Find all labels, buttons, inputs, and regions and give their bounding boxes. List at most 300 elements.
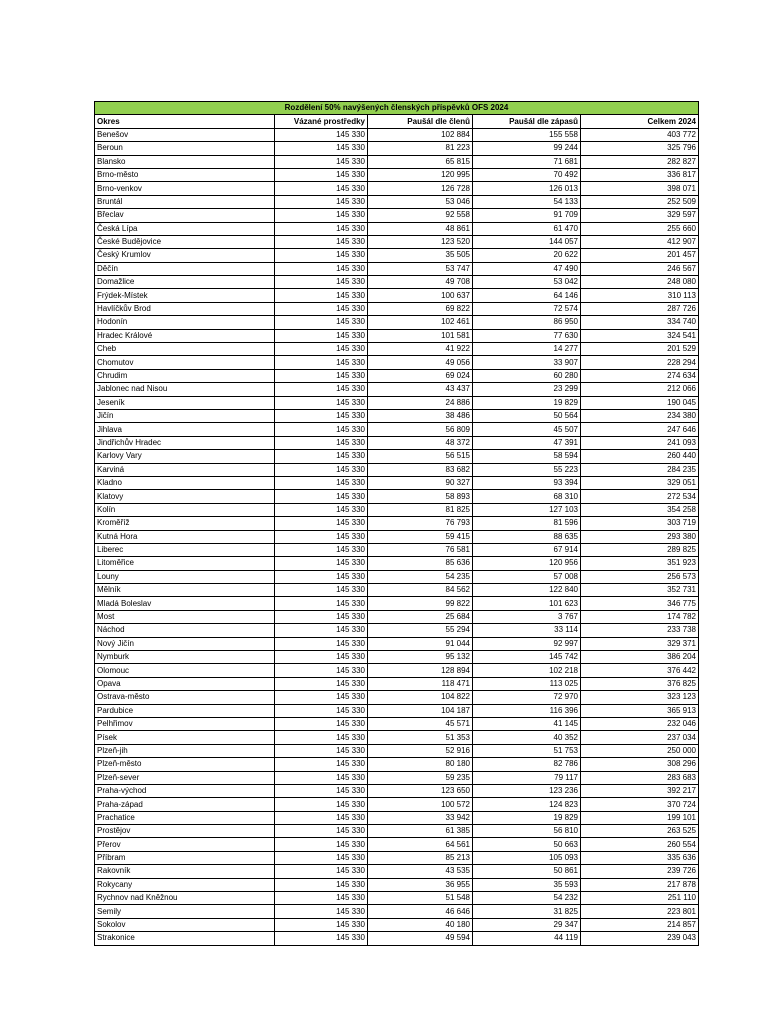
celkem-2024-cell: 398 071	[581, 182, 699, 195]
okres-cell: Blansko	[95, 155, 275, 168]
celkem-2024-cell: 228 294	[581, 356, 699, 369]
okres-cell: Kolín	[95, 503, 275, 516]
celkem-2024-cell: 247 646	[581, 423, 699, 436]
pausal-dle-zapasu-cell: 120 956	[473, 557, 581, 570]
vazane-prostredky-cell: 145 330	[275, 302, 368, 315]
celkem-2024-cell: 233 738	[581, 624, 699, 637]
table-row	[95, 182, 699, 195]
okres-cell: Český Krumlov	[95, 249, 275, 262]
okres-cell: České Budějovice	[95, 235, 275, 248]
table-row	[95, 168, 699, 181]
pausal-dle-zapasu-cell: 3 767	[473, 610, 581, 623]
pausal-dle-clenu-cell: 40 180	[368, 918, 473, 931]
celkem-2024-cell: 325 796	[581, 142, 699, 155]
okres-cell: Most	[95, 610, 275, 623]
okres-cell: Praha-západ	[95, 798, 275, 811]
pausal-dle-clenu-cell: 46 646	[368, 905, 473, 918]
pausal-dle-clenu-cell: 36 955	[368, 878, 473, 891]
celkem-2024-cell: 329 597	[581, 209, 699, 222]
pausal-dle-zapasu-cell: 40 352	[473, 731, 581, 744]
celkem-2024-cell: 239 726	[581, 865, 699, 878]
pausal-dle-clenu-cell: 83 682	[368, 463, 473, 476]
pausal-dle-zapasu-cell: 41 145	[473, 717, 581, 730]
okres-cell: Klatovy	[95, 490, 275, 503]
celkem-2024-cell: 329 371	[581, 637, 699, 650]
table-row	[95, 865, 699, 878]
celkem-2024-cell: 274 634	[581, 369, 699, 382]
table-row	[95, 905, 699, 918]
vazane-prostredky-cell: 145 330	[275, 584, 368, 597]
table-row	[95, 262, 699, 275]
vazane-prostredky-cell: 145 330	[275, 450, 368, 463]
okres-cell: Brno-město	[95, 168, 275, 181]
table-row	[95, 490, 699, 503]
table-row	[95, 610, 699, 623]
celkem-2024-cell: 201 457	[581, 249, 699, 262]
table-row	[95, 624, 699, 637]
okres-cell: Benešov	[95, 128, 275, 141]
pausal-dle-zapasu-cell: 33 114	[473, 624, 581, 637]
pausal-dle-clenu-cell: 80 180	[368, 758, 473, 771]
pausal-dle-clenu-cell: 35 505	[368, 249, 473, 262]
pausal-dle-clenu-cell: 51 353	[368, 731, 473, 744]
pausal-dle-clenu-cell: 59 415	[368, 530, 473, 543]
vazane-prostredky-cell: 145 330	[275, 758, 368, 771]
celkem-2024-cell: 217 878	[581, 878, 699, 891]
vazane-prostredky-cell: 145 330	[275, 369, 368, 382]
celkem-2024-cell: 201 529	[581, 343, 699, 356]
celkem-2024-cell: 352 731	[581, 584, 699, 597]
pausal-dle-clenu-cell: 69 024	[368, 369, 473, 382]
okres-cell: Kutná Hora	[95, 530, 275, 543]
pausal-dle-zapasu-cell: 102 218	[473, 664, 581, 677]
celkem-2024-cell: 365 913	[581, 704, 699, 717]
okres-cell: Brno-venkov	[95, 182, 275, 195]
table-row	[95, 851, 699, 864]
okres-cell: Olomouc	[95, 664, 275, 677]
table-row	[95, 932, 699, 945]
vazane-prostredky-cell: 145 330	[275, 731, 368, 744]
pausal-dle-zapasu-cell: 60 280	[473, 369, 581, 382]
pausal-dle-zapasu-cell: 81 596	[473, 517, 581, 530]
table-row	[95, 543, 699, 556]
pausal-dle-clenu-cell: 85 213	[368, 851, 473, 864]
vazane-prostredky-cell: 145 330	[275, 784, 368, 797]
vazane-prostredky-cell: 145 330	[275, 530, 368, 543]
pausal-dle-clenu-cell: 101 581	[368, 329, 473, 342]
pausal-dle-clenu-cell: 85 636	[368, 557, 473, 570]
vazane-prostredky-cell: 145 330	[275, 704, 368, 717]
pausal-dle-clenu-cell: 65 815	[368, 155, 473, 168]
pausal-dle-zapasu-cell: 126 013	[473, 182, 581, 195]
celkem-2024-cell: 354 258	[581, 503, 699, 516]
celkem-2024-cell: 370 724	[581, 798, 699, 811]
pausal-dle-zapasu-cell: 68 310	[473, 490, 581, 503]
table-row	[95, 637, 699, 650]
vazane-prostredky-cell: 145 330	[275, 651, 368, 664]
pausal-dle-zapasu-cell: 124 823	[473, 798, 581, 811]
celkem-2024-cell: 346 775	[581, 597, 699, 610]
vazane-prostredky-cell: 145 330	[275, 851, 368, 864]
pausal-dle-zapasu-cell: 91 709	[473, 209, 581, 222]
table-row	[95, 717, 699, 730]
okres-cell: Chomutov	[95, 356, 275, 369]
pausal-dle-zapasu-cell: 19 829	[473, 811, 581, 824]
table-row	[95, 289, 699, 302]
celkem-2024-cell: 250 000	[581, 744, 699, 757]
okres-cell: Prostějov	[95, 825, 275, 838]
vazane-prostredky-cell: 145 330	[275, 209, 368, 222]
table-row	[95, 878, 699, 891]
vazane-prostredky-cell: 145 330	[275, 892, 368, 905]
pausal-dle-zapasu-cell: 35 593	[473, 878, 581, 891]
vazane-prostredky-cell: 145 330	[275, 396, 368, 409]
pausal-dle-zapasu-cell: 144 057	[473, 235, 581, 248]
pausal-dle-clenu-cell: 128 894	[368, 664, 473, 677]
table-row	[95, 704, 699, 717]
pausal-dle-zapasu-cell: 99 244	[473, 142, 581, 155]
table-row	[95, 731, 699, 744]
vazane-prostredky-cell: 145 330	[275, 865, 368, 878]
table-row	[95, 409, 699, 422]
pausal-dle-clenu-cell: 84 562	[368, 584, 473, 597]
okres-cell: Nový Jičín	[95, 637, 275, 650]
table-row	[95, 369, 699, 382]
pausal-dle-clenu-cell: 118 471	[368, 677, 473, 690]
pausal-dle-zapasu-cell: 86 950	[473, 316, 581, 329]
vazane-prostredky-cell: 145 330	[275, 557, 368, 570]
okres-cell: Hradec Králové	[95, 329, 275, 342]
okres-cell: Frýdek-Místek	[95, 289, 275, 302]
vazane-prostredky-cell: 145 330	[275, 463, 368, 476]
vazane-prostredky-cell: 145 330	[275, 316, 368, 329]
celkem-2024-cell: 251 110	[581, 892, 699, 905]
pausal-dle-zapasu-cell: 47 391	[473, 436, 581, 449]
pausal-dle-zapasu-cell: 23 299	[473, 383, 581, 396]
table-row	[95, 463, 699, 476]
pausal-dle-zapasu-cell: 61 470	[473, 222, 581, 235]
table-row	[95, 811, 699, 824]
okres-cell: Jičín	[95, 409, 275, 422]
celkem-2024-cell: 241 093	[581, 436, 699, 449]
table-row	[95, 744, 699, 757]
table-row	[95, 142, 699, 155]
celkem-2024-cell: 287 726	[581, 302, 699, 315]
celkem-2024-cell: 263 525	[581, 825, 699, 838]
table-row	[95, 476, 699, 489]
pausal-dle-clenu-cell: 49 708	[368, 276, 473, 289]
pausal-dle-zapasu-cell: 53 042	[473, 276, 581, 289]
celkem-2024-cell: 252 509	[581, 195, 699, 208]
celkem-2024-cell: 232 046	[581, 717, 699, 730]
table-row	[95, 276, 699, 289]
okres-cell: Havlíčkův Brod	[95, 302, 275, 315]
celkem-2024-cell: 214 857	[581, 918, 699, 931]
celkem-2024-cell: 237 034	[581, 731, 699, 744]
okres-cell: Ostrava-město	[95, 691, 275, 704]
pausal-dle-clenu-cell: 24 886	[368, 396, 473, 409]
vazane-prostredky-cell: 145 330	[275, 383, 368, 396]
allocation-table	[94, 101, 699, 946]
vazane-prostredky-cell: 145 330	[275, 490, 368, 503]
pausal-dle-clenu-cell: 43 535	[368, 865, 473, 878]
okres-cell: Jablonec nad Nisou	[95, 383, 275, 396]
table-title-row	[95, 102, 699, 115]
pausal-dle-zapasu-cell: 64 146	[473, 289, 581, 302]
pausal-dle-zapasu-cell: 45 507	[473, 423, 581, 436]
pausal-dle-clenu-cell: 104 187	[368, 704, 473, 717]
table-row	[95, 771, 699, 784]
okres-cell: Jindřichův Hradec	[95, 436, 275, 449]
pausal-dle-clenu-cell: 43 437	[368, 383, 473, 396]
pausal-dle-zapasu-cell: 67 914	[473, 543, 581, 556]
vazane-prostredky-cell: 145 330	[275, 356, 368, 369]
okres-cell: Přerov	[95, 838, 275, 851]
table-row	[95, 195, 699, 208]
table-row	[95, 396, 699, 409]
table-row	[95, 570, 699, 583]
okres-cell: Liberec	[95, 543, 275, 556]
pausal-dle-clenu-cell: 51 548	[368, 892, 473, 905]
pausal-dle-zapasu-cell: 33 907	[473, 356, 581, 369]
vazane-prostredky-cell: 145 330	[275, 825, 368, 838]
okres-cell: Litoměřice	[95, 557, 275, 570]
table-row	[95, 651, 699, 664]
okres-cell: Louny	[95, 570, 275, 583]
celkem-2024-cell: 223 801	[581, 905, 699, 918]
vazane-prostredky-cell: 145 330	[275, 691, 368, 704]
pausal-dle-zapasu-cell: 72 574	[473, 302, 581, 315]
celkem-2024-cell: 289 825	[581, 543, 699, 556]
vazane-prostredky-cell: 145 330	[275, 262, 368, 275]
vazane-prostredky-cell: 145 330	[275, 142, 368, 155]
pausal-dle-clenu-cell: 100 637	[368, 289, 473, 302]
celkem-2024-cell: 283 683	[581, 771, 699, 784]
pausal-dle-clenu-cell: 69 822	[368, 302, 473, 315]
celkem-2024-cell: 376 825	[581, 677, 699, 690]
celkem-2024-cell: 234 380	[581, 409, 699, 422]
table-row	[95, 249, 699, 262]
vazane-prostredky-cell: 145 330	[275, 276, 368, 289]
celkem-2024-cell: 256 573	[581, 570, 699, 583]
okres-cell: Cheb	[95, 343, 275, 356]
okres-cell: Pelhřimov	[95, 717, 275, 730]
pausal-dle-zapasu-cell: 20 622	[473, 249, 581, 262]
pausal-dle-clenu-cell: 25 684	[368, 610, 473, 623]
celkem-2024-cell: 199 101	[581, 811, 699, 824]
vazane-prostredky-cell: 145 330	[275, 918, 368, 931]
celkem-2024-cell: 190 045	[581, 396, 699, 409]
vazane-prostredky-cell: 145 330	[275, 624, 368, 637]
table-row	[95, 677, 699, 690]
pausal-dle-zapasu-cell: 54 133	[473, 195, 581, 208]
okres-cell: Plzeň-sever	[95, 771, 275, 784]
okres-cell: Kladno	[95, 476, 275, 489]
pausal-dle-zapasu-cell: 79 117	[473, 771, 581, 784]
celkem-2024-cell: 323 123	[581, 691, 699, 704]
vazane-prostredky-cell: 145 330	[275, 195, 368, 208]
vazane-prostredky-cell: 145 330	[275, 637, 368, 650]
table-row	[95, 222, 699, 235]
pausal-dle-zapasu-cell: 116 396	[473, 704, 581, 717]
pausal-dle-clenu-cell: 45 571	[368, 717, 473, 730]
vazane-prostredky-cell: 145 330	[275, 128, 368, 141]
pausal-dle-zapasu-cell: 44 119	[473, 932, 581, 945]
pausal-dle-clenu-cell: 58 893	[368, 490, 473, 503]
pausal-dle-zapasu-cell: 123 236	[473, 784, 581, 797]
table-row	[95, 155, 699, 168]
pausal-dle-clenu-cell: 76 793	[368, 517, 473, 530]
celkem-2024-cell: 246 567	[581, 262, 699, 275]
pausal-dle-clenu-cell: 38 486	[368, 409, 473, 422]
table-title: Rozdělení 50% navýšených členských příspěvků OFS 2024	[95, 102, 699, 115]
vazane-prostredky-cell: 145 330	[275, 878, 368, 891]
pausal-dle-clenu-cell: 92 558	[368, 209, 473, 222]
okres-cell: Karviná	[95, 463, 275, 476]
celkem-2024-cell: 336 817	[581, 168, 699, 181]
table-row	[95, 209, 699, 222]
pausal-dle-zapasu-cell: 50 663	[473, 838, 581, 851]
pausal-dle-clenu-cell: 41 922	[368, 343, 473, 356]
table-row	[95, 436, 699, 449]
celkem-2024-cell: 310 113	[581, 289, 699, 302]
pausal-dle-zapasu-cell: 145 742	[473, 651, 581, 664]
vazane-prostredky-cell: 145 330	[275, 168, 368, 181]
table-row	[95, 383, 699, 396]
pausal-dle-zapasu-cell: 105 093	[473, 851, 581, 864]
pausal-dle-zapasu-cell: 88 635	[473, 530, 581, 543]
pausal-dle-clenu-cell: 53 046	[368, 195, 473, 208]
celkem-2024-cell: 239 043	[581, 932, 699, 945]
header-vazane-prostredky: Vázané prostředky	[275, 115, 368, 128]
pausal-dle-zapasu-cell: 50 861	[473, 865, 581, 878]
okres-cell: Chrudim	[95, 369, 275, 382]
okres-cell: Praha-východ	[95, 784, 275, 797]
pausal-dle-zapasu-cell: 72 970	[473, 691, 581, 704]
okres-cell: Plzeň-město	[95, 758, 275, 771]
pausal-dle-clenu-cell: 123 520	[368, 235, 473, 248]
okres-cell: Mělník	[95, 584, 275, 597]
pausal-dle-zapasu-cell: 58 594	[473, 450, 581, 463]
vazane-prostredky-cell: 145 330	[275, 517, 368, 530]
okres-cell: Pardubice	[95, 704, 275, 717]
pausal-dle-zapasu-cell: 51 753	[473, 744, 581, 757]
table-row	[95, 758, 699, 771]
celkem-2024-cell: 403 772	[581, 128, 699, 141]
pausal-dle-zapasu-cell: 31 825	[473, 905, 581, 918]
celkem-2024-cell: 303 719	[581, 517, 699, 530]
pausal-dle-zapasu-cell: 101 623	[473, 597, 581, 610]
pausal-dle-clenu-cell: 95 132	[368, 651, 473, 664]
table-row	[95, 798, 699, 811]
okres-cell: Bruntál	[95, 195, 275, 208]
okres-cell: Náchod	[95, 624, 275, 637]
celkem-2024-cell: 308 296	[581, 758, 699, 771]
pausal-dle-zapasu-cell: 14 277	[473, 343, 581, 356]
table-row	[95, 597, 699, 610]
vazane-prostredky-cell: 145 330	[275, 932, 368, 945]
header-pausal-dle-zapasu: Paušál dle zápasů	[473, 115, 581, 128]
vazane-prostredky-cell: 145 330	[275, 182, 368, 195]
celkem-2024-cell: 351 923	[581, 557, 699, 570]
vazane-prostredky-cell: 145 330	[275, 222, 368, 235]
celkem-2024-cell: 376 442	[581, 664, 699, 677]
celkem-2024-cell: 272 534	[581, 490, 699, 503]
celkem-2024-cell: 386 204	[581, 651, 699, 664]
celkem-2024-cell: 335 636	[581, 851, 699, 864]
vazane-prostredky-cell: 145 330	[275, 329, 368, 342]
celkem-2024-cell: 284 235	[581, 463, 699, 476]
pausal-dle-zapasu-cell: 50 564	[473, 409, 581, 422]
pausal-dle-clenu-cell: 126 728	[368, 182, 473, 195]
pausal-dle-zapasu-cell: 57 008	[473, 570, 581, 583]
pausal-dle-zapasu-cell: 77 630	[473, 329, 581, 342]
celkem-2024-cell: 255 660	[581, 222, 699, 235]
pausal-dle-clenu-cell: 102 884	[368, 128, 473, 141]
pausal-dle-zapasu-cell: 93 394	[473, 476, 581, 489]
vazane-prostredky-cell: 145 330	[275, 249, 368, 262]
table-row	[95, 329, 699, 342]
okres-cell: Rychnov nad Kněžnou	[95, 892, 275, 905]
pausal-dle-clenu-cell: 91 044	[368, 637, 473, 650]
okres-cell: Prachatice	[95, 811, 275, 824]
vazane-prostredky-cell: 145 330	[275, 155, 368, 168]
okres-cell: Karlovy Vary	[95, 450, 275, 463]
vazane-prostredky-cell: 145 330	[275, 543, 368, 556]
okres-cell: Opava	[95, 677, 275, 690]
okres-cell: Semily	[95, 905, 275, 918]
okres-cell: Beroun	[95, 142, 275, 155]
okres-cell: Děčín	[95, 262, 275, 275]
table-row	[95, 423, 699, 436]
vazane-prostredky-cell: 145 330	[275, 717, 368, 730]
celkem-2024-cell: 412 907	[581, 235, 699, 248]
pausal-dle-clenu-cell: 48 861	[368, 222, 473, 235]
pausal-dle-zapasu-cell: 29 347	[473, 918, 581, 931]
header-celkem-2024: Celkem 2024	[581, 115, 699, 128]
table-row	[95, 918, 699, 931]
vazane-prostredky-cell: 145 330	[275, 744, 368, 757]
celkem-2024-cell: 324 541	[581, 329, 699, 342]
vazane-prostredky-cell: 145 330	[275, 610, 368, 623]
celkem-2024-cell: 334 740	[581, 316, 699, 329]
okres-cell: Jihlava	[95, 423, 275, 436]
table-row	[95, 235, 699, 248]
okres-cell: Sokolov	[95, 918, 275, 931]
table-row	[95, 450, 699, 463]
pausal-dle-clenu-cell: 81 825	[368, 503, 473, 516]
table-row	[95, 691, 699, 704]
okres-cell: Plzeň-jih	[95, 744, 275, 757]
pausal-dle-zapasu-cell: 155 558	[473, 128, 581, 141]
table-row	[95, 316, 699, 329]
table-row	[95, 664, 699, 677]
vazane-prostredky-cell: 145 330	[275, 423, 368, 436]
okres-cell: Příbram	[95, 851, 275, 864]
vazane-prostredky-cell: 145 330	[275, 798, 368, 811]
table-row	[95, 584, 699, 597]
pausal-dle-clenu-cell: 48 372	[368, 436, 473, 449]
vazane-prostredky-cell: 145 330	[275, 409, 368, 422]
okres-cell: Rokycany	[95, 878, 275, 891]
vazane-prostredky-cell: 145 330	[275, 677, 368, 690]
pausal-dle-clenu-cell: 56 809	[368, 423, 473, 436]
header-pausal-dle-clenu: Paušál dle členů	[368, 115, 473, 128]
vazane-prostredky-cell: 145 330	[275, 905, 368, 918]
pausal-dle-zapasu-cell: 54 232	[473, 892, 581, 905]
celkem-2024-cell: 212 066	[581, 383, 699, 396]
pausal-dle-clenu-cell: 59 235	[368, 771, 473, 784]
